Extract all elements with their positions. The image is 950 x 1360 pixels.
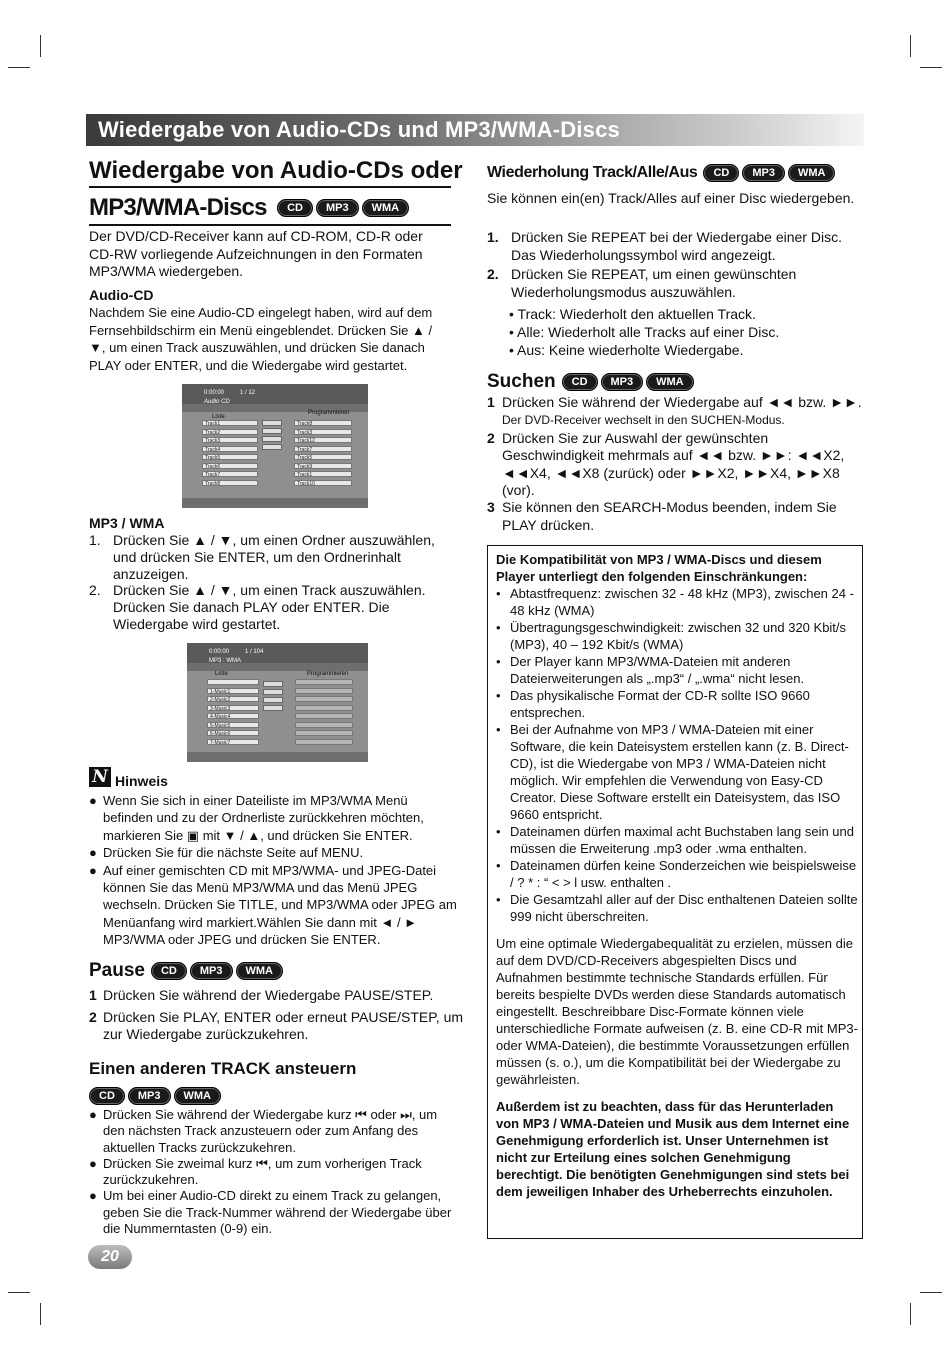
screen-time: 0:00:00 [209, 649, 230, 655]
screen-track-count: 1 / 12 [240, 390, 256, 396]
track-badges-row [89, 1087, 224, 1105]
screen-program-label: Programmieren [308, 410, 350, 416]
screen-program-row [295, 688, 353, 694]
pause-title: Pause [89, 960, 145, 981]
list-item: 3 Sie können den SEARCH-Modus beenden, indem Sie PLAY drücken. [487, 499, 837, 533]
screen-track-row: 6-Music6 [207, 730, 259, 736]
repeat-intro: Sie können ein(en) Track/Alles auf einer Disc wiedergeben. [487, 190, 855, 206]
wma-badge: WMA [788, 164, 836, 182]
crop-mark [910, 35, 911, 57]
cd-badge: CD [151, 962, 187, 980]
list-item: 1. Drücken Sie ▲ / ▼, um einen Ordner auszuwählen, und drücken Sie ENTER, um den Ordnerinhalt anzuzeigen. [89, 532, 435, 582]
box-paragraph: Um eine optimale Wiedergabequalität zu erzielen, müssen die auf dem DVD/CD-Receivers abgespielten Discs und Aufnahmen bestimmte technische Standards erfüllen. Für bereits bespielte DVDs werden diese Standards automatisch eingestellt. Beschreibbare Disc-Formate können viele unterschiedliche Formate aufweisen (z. B. eine CD-R mit MP3- oder WMA-Dateien), die bestimmte Voraussetzungen erfüllen müssen (s. o.), um die Kompatibilität bei der Wiedergabe zu gewährleisten. [496, 936, 858, 1087]
list-item: • Alle: Wiederholt alle Tracks auf einer Disc. [509, 324, 780, 340]
screen-program-row [295, 696, 353, 702]
list-item: • Dateinamen dürfen keine Sonderzeichen wie beispielsweise / ? * : “ < > l usw. enthalten . [496, 858, 857, 890]
screen-program-row [295, 713, 353, 719]
repeat-modes-list [509, 305, 859, 359]
screen-track-row [207, 679, 259, 685]
screen-time: 0:00:00 [204, 390, 225, 396]
screen-program-label: Programmieren [307, 671, 349, 677]
crop-mark [920, 67, 942, 68]
mp3-badge: MP3 [128, 1087, 171, 1105]
mp3-steps-list [89, 532, 451, 633]
list-item: 1. Drücken Sie REPEAT bei der Wiedergabe einer Disc. Das Wiederholungssymbol wird angezeigt. [487, 229, 842, 263]
screen-track-row: 3-Music3 [207, 705, 259, 711]
screen-track-row: Track7 [202, 471, 258, 477]
track-select-list [89, 1107, 461, 1237]
screen-track-row: Track1 [202, 420, 258, 426]
audio-cd-heading: Audio-CD [89, 287, 154, 303]
cd-badge: CD [562, 373, 598, 391]
screen-track-row: Track12 [294, 437, 352, 443]
cd-badge: CD [277, 199, 313, 217]
box-content [496, 551, 858, 1200]
list-item: ● Drücken Sie während der Wiedergabe kurz ⏮ oder ⏭, um den nächsten Track anzusteuern oder zum Anfang des aktuellen Tracks zurückzukehren. [89, 1107, 438, 1155]
screen-track-row: Track7 [294, 446, 352, 452]
crop-mark [40, 35, 41, 57]
wma-badge: WMA [236, 962, 284, 980]
list-item: • Aus: Keine wiederholte Wiedergabe. [509, 342, 744, 358]
list-item: • Track: Wiederholt den aktuellen Track. [509, 306, 756, 322]
screen-track-row: 7-Music7 [207, 739, 259, 745]
screen-track-row: Track10 [294, 480, 352, 486]
box-list [496, 585, 858, 925]
screen-track-row: 5-Music5 [207, 722, 259, 728]
box-bold-paragraph: Außerdem ist zu beachten, dass für das Herunterladen von MP3 / WMA-Dateien und Musik aus dem Internet eine Genehmigung erforderlich ist. Unser Unternehmen ist nicht zur Erteilung eines solchen Genehmigung berechtigt. Die benötigten Genehmigungen sind stets bei dem jeweiligen Inhaber des Urheberrechts einzuholen. [496, 1099, 850, 1199]
list-item: ● Wenn Sie sich in einer Dateiliste im MP3/WMA Menü befinden und zu der Ordnerliste zurückkehren möchten, markieren Sie ▣ mit ▼ / ▲, und drücken Sie ENTER. [89, 793, 424, 843]
screen-track-row: 4-Music4 [207, 713, 259, 719]
list-item: ● Drücken Sie für die nächste Seite auf MENU. [89, 845, 364, 861]
wma-badge: WMA [362, 199, 410, 217]
search-title-row [487, 371, 697, 393]
crop-mark [8, 1292, 30, 1293]
track-select-title: Einen anderen TRACK ansteuern [89, 1059, 357, 1078]
wma-badge: WMA [174, 1087, 222, 1105]
mp3-wma-heading: MP3 / WMA [89, 515, 165, 531]
screen-track-row: Track1 [294, 471, 352, 477]
mp3-badge: MP3 [601, 373, 644, 391]
screen-track-row: Track8 [294, 420, 352, 426]
screen-list-label: Liste [215, 671, 228, 677]
screen-program-row [295, 730, 353, 736]
list-item: 1 Drücken Sie während der Wiedergabe PAUSE/STEP. [89, 987, 434, 1003]
screen-track-row: Track5 [294, 454, 352, 460]
header-banner [86, 114, 864, 146]
mp3-badge: MP3 [742, 164, 785, 182]
screen-mode: MP3 : WMA [209, 658, 242, 664]
intro-text: Der DVD/CD-Receiver kann auf CD-ROM, CD-R oder CD-RW vorliegende Aufzeichnungen in den Formaten MP3/WMA wiedergeben. [89, 228, 423, 279]
title-rule [89, 186, 451, 188]
list-item: • Das physikalische Format der CD-R sollte ISO 9660 entsprechen. [496, 688, 810, 720]
list-item: 2. Drücken Sie REPEAT, um einen gewünschten Wiederholungsmodus auszuwählen. [487, 266, 797, 300]
list-item: 2 Drücken Sie PLAY, ENTER oder erneut PAUSE/STEP, um zur Wiedergabe zurückzukehren. [89, 1009, 464, 1043]
repeat-title: Wiederholung Track/Alle/Aus [487, 164, 698, 181]
list-item: ● Um bei einer Audio-CD direkt zu einem Track zu gelangen, geben Sie die Track-Nummer während der Wiedergabe über die Nummerntasten (0-9) ein. [89, 1188, 452, 1237]
screen-track-row: Track2 [202, 429, 258, 435]
main-title-line2-row [89, 194, 412, 222]
list-item: ● Drücken Sie zweimal kurz ⏮, um zum vorherigen Track zurückzukehren. [89, 1155, 422, 1188]
pause-steps-list [89, 987, 464, 1044]
search-title: Suchen [487, 371, 556, 392]
audio-cd-text: Nachdem Sie eine Audio-CD eingelegt haben, wird auf dem Fernsehbildschirm ein Menü eingeblendet. Drücken Sie ▲ / ▼, um einen Track auszuwählen, und drücken Sie danach PLAY oder ENTER, und die Wiedergabe wird gestartet. [89, 305, 433, 373]
mp3-menu-screenshot [187, 643, 368, 762]
crop-mark [8, 67, 30, 68]
note-icon: N [89, 767, 111, 787]
list-item: 2 Drücken Sie zur Auswahl der gewünschten Geschwindigkeit mehrmals auf ◄◄ bzw. ►►: ◄◄X2, ◄◄X4, ◄◄X8 (zurück) oder ►►X2, ►►X4, ►►X8 (vor). [487, 429, 845, 499]
list-item: • Abtastfrequenz: zwischen 32 - 48 kHz (MP3), zwischen 24 - 48 kHz (WMA) [496, 586, 854, 618]
screen-track-row: Track3 [294, 429, 352, 435]
banner-title: Wiedergabe von Audio-CDs und MP3/WMA-Discs [98, 117, 620, 142]
screen-track-row: Track5 [202, 454, 258, 460]
screen-track-row: Track3 [202, 437, 258, 443]
list-item: • Dateinamen dürfen maximal acht Buchstaben lang sein und müssen die Erweiterung .mp3 oder .wma enthalten. [496, 824, 854, 856]
repeat-title-row [487, 164, 838, 182]
screen-track-row: Track9 [294, 463, 352, 469]
screen-track-row: Track4 [202, 446, 258, 452]
crop-mark [40, 1303, 41, 1325]
screen-track-row: 1-Music1 [207, 688, 259, 694]
cd-badge: CD [89, 1087, 125, 1105]
screen-program-row [295, 705, 353, 711]
hinweis-list [89, 792, 461, 949]
screen-program-row [295, 679, 353, 685]
box-heading: Die Kompatibilität von MP3 / WMA-Discs und diesem Player unterliegt den folgenden Einschränkungen: [496, 552, 822, 584]
screen-mode: Audio CD [204, 399, 230, 405]
list-item: • Der Player kann MP3/WMA-Dateien mit anderen Dateierweiterungen als „.mp3“ / „.wma“ nicht lesen. [496, 654, 805, 686]
main-title-line2: MP3/WMA-Discs [89, 194, 267, 221]
screen-program-row [295, 739, 353, 745]
screen-track-row: Track8 [202, 480, 258, 486]
search-steps-list [487, 394, 865, 534]
crop-mark [920, 1292, 942, 1293]
screen-track-row: 2-Music2 [207, 696, 259, 702]
list-item: ● Auf einer gemischten CD mit MP3/WMA- und JPEG-Datei können Sie das Menü MP3/WMA und das Menü JPEG wechseln. Drücken Sie TITLE, und MP3/WMA oder JPEG am Menüanfang wird markiert.Wählen Sie dann mit ◄ / ► MP3/WMA oder JPEG und drücken Sie ENTER. [89, 862, 457, 948]
screen-program-row [295, 722, 353, 728]
title-rule [89, 224, 451, 226]
list-item: • Die Gesamtzahl aller auf der Disc enthaltenen Dateien sollte 999 nicht überschreiten. [496, 892, 858, 924]
mp3-badge: MP3 [316, 199, 359, 217]
repeat-steps-list [487, 229, 862, 301]
screen-track-count: 1 / 104 [245, 649, 264, 655]
main-title-line1: Wiedergabe von Audio-CDs oder [89, 157, 463, 184]
list-item: • Übertragungsgeschwindigkeit: zwischen 32 und 320 Kbit/s (MP3), 40 – 192 Kbit/s (WMA) [496, 620, 847, 652]
compatibility-box [487, 545, 863, 1239]
hinweis-heading: Hinweis [115, 773, 168, 789]
list-item: 2. Drücken Sie ▲ / ▼, um einen Track auszuwählen. Drücken Sie danach PLAY oder ENTER. Die Wiedergabe wird gestartet. [89, 582, 426, 632]
page-number: 20 [88, 1245, 132, 1269]
cd-badge: CD [703, 164, 739, 182]
list-item: • Bei der Aufnahme von MP3 / WMA-Dateien mit einer Software, die kein Dateisystem erstellen kann (z. B. Direct-CD), ist die Wiedergabe von MP3 / WMA-Dateien nicht möglich. Wir empfehlen die Verwendung von Easy-CD Creator. Diese Software erstellt ein Dateisystem, das ISO 9660 entspricht. [496, 722, 849, 822]
pause-title-row [89, 960, 286, 982]
mp3-badge: MP3 [190, 962, 233, 980]
crop-mark [910, 1303, 911, 1325]
audio-cd-menu-screenshot [182, 384, 368, 508]
list-item: 1 Drücken Sie während der Wiedergabe auf ◄◄ bzw. ►►. Der DVD-Receiver wechselt in den SUCHEN-Modus. [487, 394, 862, 428]
screen-track-row: Track6 [202, 463, 258, 469]
screen-list-label: Liste [212, 414, 225, 420]
wma-badge: WMA [646, 373, 694, 391]
